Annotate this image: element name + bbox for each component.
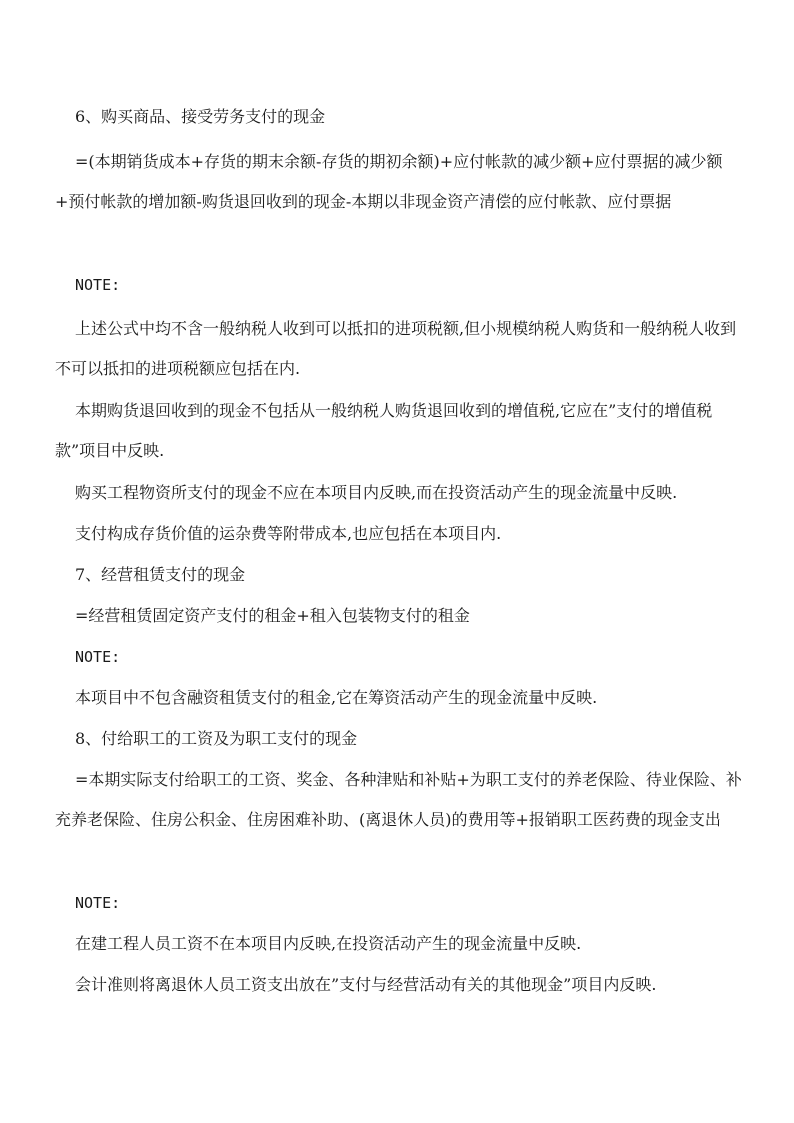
note-paragraph: 本期购货退回收到的现金不包括从一般纳税人购货退回收到的增值税,它应在”支付的增值税款”项目中反映. [55, 401, 713, 460]
note-label: NOTE: [75, 894, 121, 912]
formula-7: =经营租赁固定资产支付的租金+租入包装物支付的租金 [75, 606, 470, 625]
section-heading-8: 8、付给职工的工资及为职工支付的现金 [75, 729, 358, 748]
note-paragraph: 上述公式中均不含一般纳税人收到可以抵扣的进项税额,但小规模纳税人购货和一般纳税人收到不可以抵扣的进项税额应包括在内. [55, 319, 737, 378]
note-label: NOTE: [75, 276, 121, 294]
note-label: NOTE: [75, 648, 121, 666]
note-paragraph: 购买工程物资所支付的现金不应在本项目内反映,而在投资活动产生的现金流量中反映. [75, 483, 678, 502]
note-paragraph: 会计准则将离退休人员工资支出放在”支付与经营活动有关的其他现金”项目内反映. [75, 975, 657, 994]
note-paragraph: 本项目中不包含融资租赁支付的租金,它在筹资活动产生的现金流量中反映. [75, 688, 598, 707]
section-heading-7: 7、经营租赁支付的现金 [75, 565, 246, 584]
formula-8: =本期实际支付给职工的工资、奖金、各种津贴和补贴+为职工支付的养老保险、待业保险、补充养老保险、住房公积金、住房困难补助、(离退休人员)的费用等+报销职工医药费的现金支出 [55, 770, 742, 829]
section-heading-6: 6、购买商品、接受劳务支付的现金 [75, 107, 326, 126]
note-paragraph: 支付构成存货价值的运杂费等附带成本,也应包括在本项目内. [75, 524, 502, 543]
note-paragraph: 在建工程人员工资不在本项目内反映,在投资活动产生的现金流量中反映. [75, 934, 582, 953]
formula-6: =(本期销货成本+存货的期末余额-存货的期初余额)+应付帐款的减少额+应付票据的减少额+预付帐款的增加额-购货退回收到的现金-本期以非现金资产清偿的应付帐款、应付票据 [55, 152, 723, 211]
